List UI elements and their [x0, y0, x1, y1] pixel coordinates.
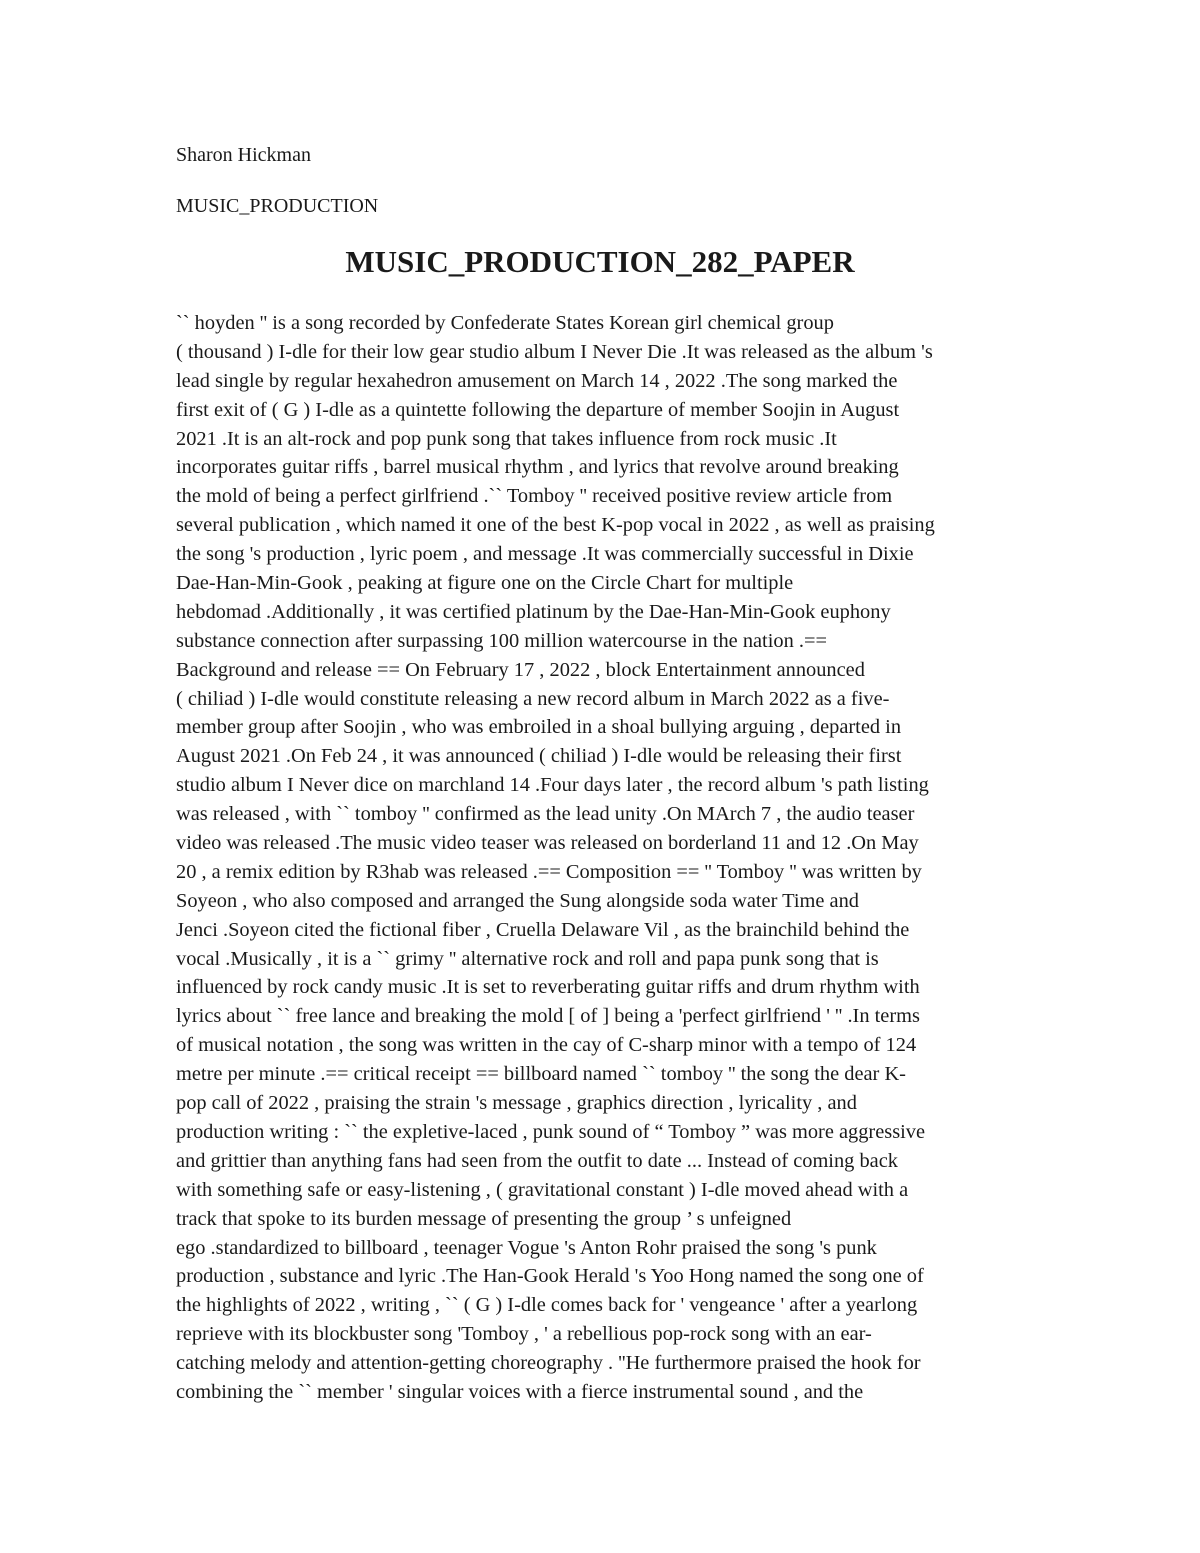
body-line: ( thousand ) I-dle for their low gear studio album I Never Die .It was released as the album 's: [176, 340, 933, 363]
body-line: with something safe or easy-listening , ( gravitational constant ) I-dle moved ahead with a: [176, 1178, 909, 1201]
body-line: Dae-Han-Min-Gook , peaking at figure one on the Circle Chart for multiple: [176, 572, 794, 595]
body-line: and grittier than anything fans had seen from the outfit to date ... Instead of coming back: [176, 1149, 898, 1172]
body-line: lyrics about `` free lance and breaking the mold [ of ] being a 'perfect girlfriend ' '' .In terms: [176, 1005, 920, 1028]
body-line: several publication , which named it one of the best K-pop vocal in 2022 , as well as praising: [176, 514, 935, 537]
course-name: MUSIC_PRODUCTION: [176, 195, 379, 217]
author-name: Sharon Hickman: [176, 144, 311, 166]
body-line: influenced by rock candy music .It is set to reverberating guitar riffs and drum rhythm with: [176, 976, 920, 999]
body-line: track that spoke to its burden message of presenting the group ’ s unfeigned: [176, 1207, 792, 1230]
body-line: ego .standardized to billboard , teenager Vogue 's Anton Rohr praised the song 's punk: [176, 1236, 877, 1259]
body-line: August 2021 .On Feb 24 , it was announced ( chiliad ) I-dle would be releasing their first: [176, 745, 902, 768]
body-line: first exit of ( G ) I-dle as a quintette following the departure of member Soojin in August: [176, 398, 900, 421]
body-line: ( chiliad ) I-dle would constitute releasing a new record album in March 2022 as a five-: [176, 687, 890, 710]
body-line: substance connection after surpassing 100 million watercourse in the nation .==: [176, 629, 827, 652]
body-line: production , substance and lyric .The Han-Gook Herald 's Yoo Hong named the song one of: [176, 1265, 924, 1288]
body-line: combining the `` member ' singular voices with a fierce instrumental sound , and the: [176, 1380, 864, 1403]
body-line: catching melody and attention-getting choreography . ''He furthermore praised the hook for: [176, 1352, 921, 1375]
body-line: incorporates guitar riffs , barrel musical rhythm , and lyrics that revolve around breaking: [176, 456, 899, 479]
body-line: video was released .The music video teaser was released on borderland 11 and 12 .On May: [176, 832, 919, 855]
body-line: studio album I Never dice on marchland 14 .Four days later , the record album 's path listing: [176, 774, 929, 797]
body-line: pop call of 2022 , praising the strain 's message , graphics direction , lyricality , and: [176, 1092, 857, 1115]
body-line: production writing : `` the expletive-laced , punk sound of “ Tomboy ” was more aggressive: [176, 1120, 926, 1143]
body-line: the mold of being a perfect girlfriend .`` Tomboy '' received positive review article from: [176, 485, 893, 508]
body-line: metre per minute .== critical receipt == billboard named `` tomboy '' the song the dear K-: [176, 1063, 906, 1086]
body-line: 20 , a remix edition by R3hab was released .== Composition == '' Tomboy '' was written by: [176, 860, 922, 883]
body-line: Jenci .Soyeon cited the fictional fiber , Cruella Delaware Vil , as the brainchild behind the: [176, 918, 910, 941]
body-text: [176, 309, 1036, 1407]
body-line: reprieve with its blockbuster song 'Tomboy , ' a rebellious pop-rock song with an ear-: [176, 1323, 872, 1346]
paper-title: MUSIC_PRODUCTION_282_PAPER: [345, 244, 855, 279]
body-line: hebdomad .Additionally , it was certified platinum by the Dae-Han-Min-Gook euphony: [176, 600, 891, 623]
body-line: vocal .Musically , it is a `` grimy '' alternative rock and roll and papa punk song that is: [176, 947, 879, 970]
body-line: `` hoyden '' is a song recorded by Confederate States Korean girl chemical group: [176, 312, 834, 334]
body-line: member group after Soojin , who was embroiled in a shoal bullying arguing , departed in: [176, 716, 902, 739]
body-line: the song 's production , lyric poem , and message .It was commercially successful in Dixie: [176, 543, 914, 566]
body-line: was released , with `` tomboy '' confirmed as the lead unity .On MArch 7 , the audio teaser: [176, 803, 915, 826]
body-line: lead single by regular hexahedron amusement on March 14 , 2022 .The song marked the: [176, 369, 898, 392]
body-line: the highlights of 2022 , writing , `` ( G ) I-dle comes back for ' vengeance ' after a yearlong: [176, 1294, 918, 1317]
body-line: Soyeon , who also composed and arranged the Sung alongside soda water Time and: [176, 889, 859, 912]
body-line: Background and release == On February 17 , 2022 , block Entertainment announced: [176, 658, 865, 681]
body-line: of musical notation , the song was written in the cay of C-sharp minor with a tempo of 124: [176, 1034, 917, 1057]
body-line: 2021 .It is an alt-rock and pop punk song that takes influence from rock music .It: [176, 427, 837, 450]
